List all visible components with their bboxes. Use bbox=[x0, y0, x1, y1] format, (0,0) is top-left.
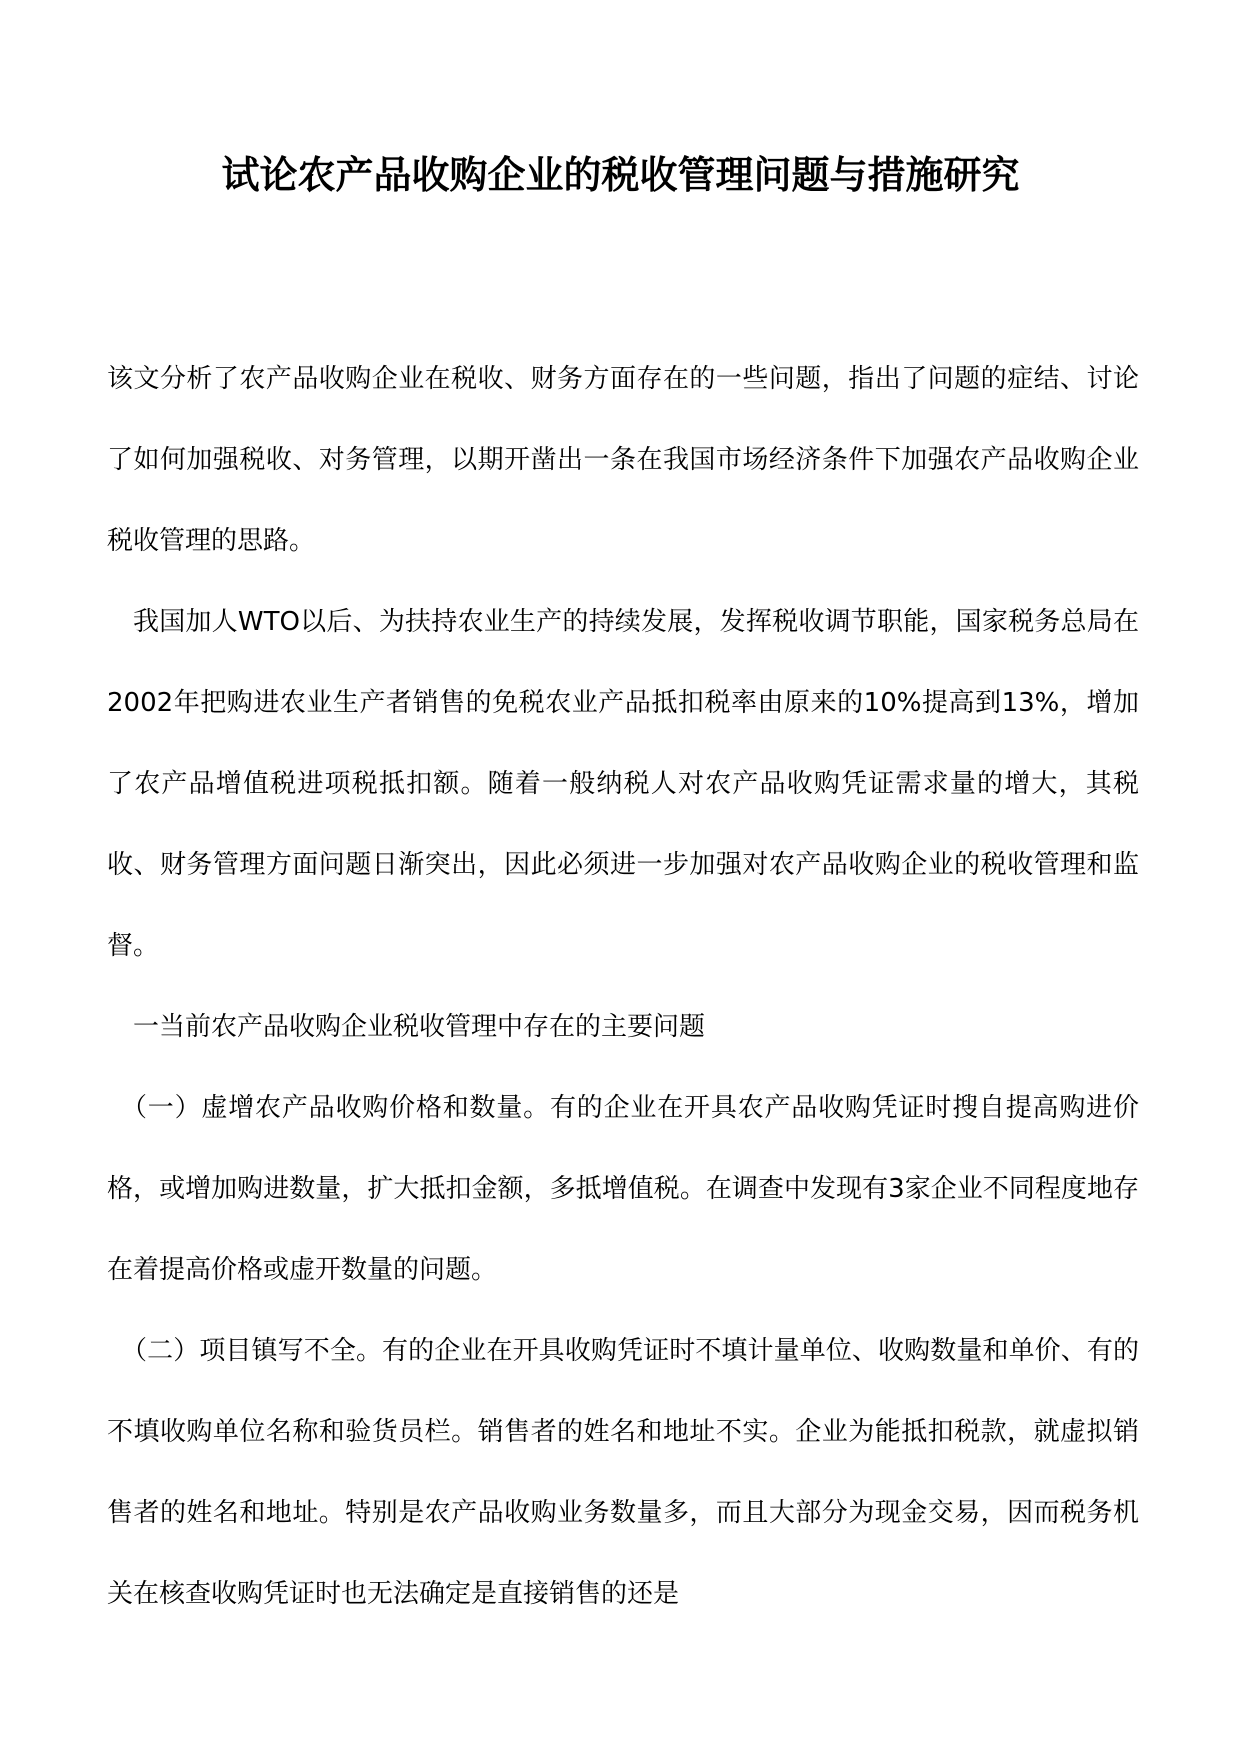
document-title: 试论农产品收购企业的税收管理问题与措施研究 bbox=[221, 152, 1020, 197]
paragraph-problem-two: （二）项目镇写不全。有的企业在开具收购凭证时不填计量单位、收购数量和单价、有的不填收购单位名称和验货员栏。销售者的姓名和地址不实。企业为能抵扣税款，就虚拟销售者的姓名和地址。特别是农产品收购业务数量多，而且大部分为现金交易，因而税务机关在核查收购凭证时也无法确定是直接销售的还是 bbox=[107, 1336, 1139, 1609]
paragraph-problem-one: （一）虚增农产品收购价格和数量。有的企业在开具农产品收购凭证时搜自提高购进价格，或增加购进数量，扩大抵扣金额，多抵增值税。在调查中发现有3家企业不同程度地存在着提高价格或虚开数量的问题。 bbox=[107, 1093, 1139, 1285]
paragraph-background: 我国加人WTO以后、为扶持农业生产的持续发展，发挥税收调节职能，国家税务总局在2002年把购进农业生产者销售的免税农业产品抵扣税率由原来的10%提高到13%，增加了农产品增值税进项税抵扣额。随着一般纳税人对农产品收购凭证需求量的增大，其税收、财务管理方面问题日渐突出，因此必须进一步加强对农产品收购企业的税收管理和监督。 bbox=[107, 607, 1139, 961]
paragraph-abstract: 该文分析了农产品收购企业在税收、财务方面存在的一些问题，指出了问题的症结、讨论了如何加强税收、对务管理，以期开凿出一条在我国市场经济条件下加强农产品收购企业税收管理的思路。 bbox=[107, 364, 1139, 556]
section-heading-main-problems: 一当前农产品收购企业税收管理中存在的主要问题 bbox=[133, 1012, 706, 1042]
document-body bbox=[107, 339, 1139, 1635]
